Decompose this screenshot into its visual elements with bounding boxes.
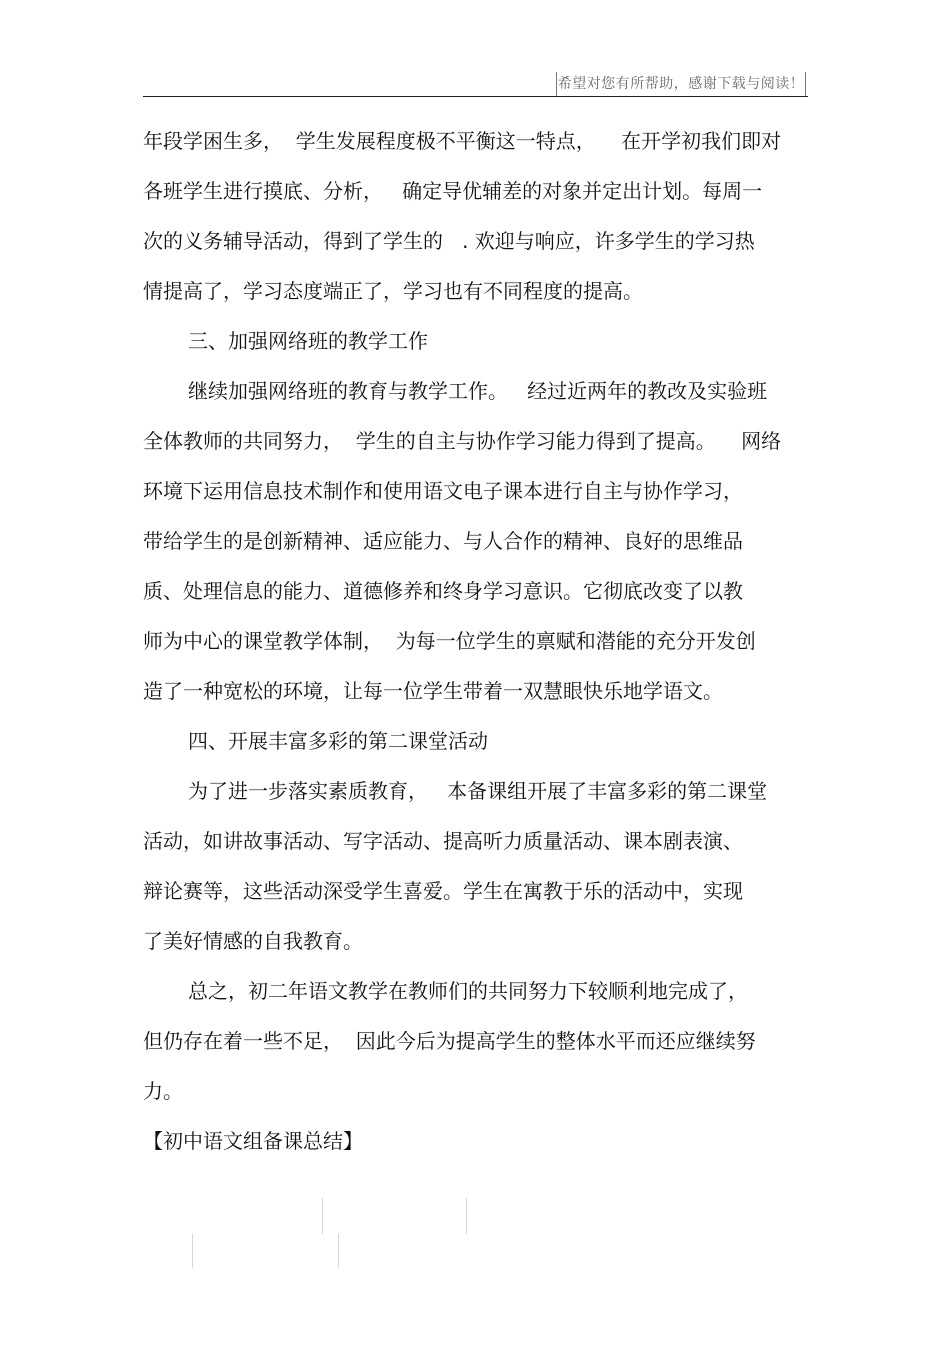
paragraph-4-line-1: 总之，初二年语文教学在教师们的共同努力下较顺利地完成了， [188,979,748,1003]
table-fragment-line [338,1234,339,1268]
paragraph-2-line-2: 全体教师的共同努力， 学生的自主与协作学习能力得到了提高。 网络 [143,429,782,453]
paragraph-2-line-4: 带给学生的是创新精神、适应能力、与人合作的精神、良好的思维品 [143,529,743,553]
table-fragment-line [466,1198,467,1234]
header-rule [143,96,808,97]
paragraph-2-line-1: 继续加强网络班的教育与教学工作。 经过近两年的教改及实验班 [188,379,768,403]
table-fragment-line [322,1198,323,1234]
closing-title: 【初中语文组备课总结】 [143,1129,363,1153]
section-heading-4: 四、开展丰富多彩的第二课堂活动 [188,729,488,753]
paragraph-3-line-2: 活动，如讲故事活动、写字活动、提高听力质量活动、课本剧表演、 [143,829,743,853]
paragraph-2-line-5: 质、处理信息的能力、道德修养和终身学习意识。它彻底改变了以教 [143,579,743,603]
paragraph-1-line-4: 情提高了，学习态度端正了，学习也有不同程度的提高。 [143,279,643,303]
paragraph-3-line-1: 为了进一步落实素质教育， 本备课组开展了丰富多彩的第二课堂 [188,779,768,803]
paragraph-1-line-1: 年段学困生多， 学生发展程度极不平衡这一特点， 在开学初我们即对 [143,129,782,153]
paragraph-3-line-4: 了美好情感的自我教育。 [143,929,363,953]
paragraph-4-line-3: 力。 [143,1079,183,1103]
section-heading-3: 三、加强网络班的教学工作 [188,329,428,353]
table-fragment-line [192,1234,193,1268]
paragraph-2-line-3: 环境下运用信息技术制作和使用语文电子课本进行自主与协作学习， [143,479,743,503]
paragraph-1-line-3: 次的义务辅导活动，得到了学生的 . 欢迎与响应，许多学生的学习热 [143,229,755,253]
paragraph-2-line-7: 造了一种宽松的环境，让每一位学生带着一双慧眼快乐地学语文。 [143,679,723,703]
paragraph-3-line-3: 辩论赛等，这些活动深受学生喜爱。学生在寓教于乐的活动中，实现 [143,879,743,903]
paragraph-4-line-2: 但仍存在着一些不足， 因此今后为提高学生的整体水平而还应继续努 [143,1029,756,1053]
paragraph-2-line-6: 师为中心的课堂教学体制， 为每一位学生的禀赋和潜能的充分开发创 [143,629,756,653]
paragraph-1-line-2: 各班学生进行摸底、分析， 确定导优辅差的对象并定出计划。每周一 [143,179,763,203]
header-note: 希望对您有所帮助，感谢下载与阅读！ [556,72,806,96]
